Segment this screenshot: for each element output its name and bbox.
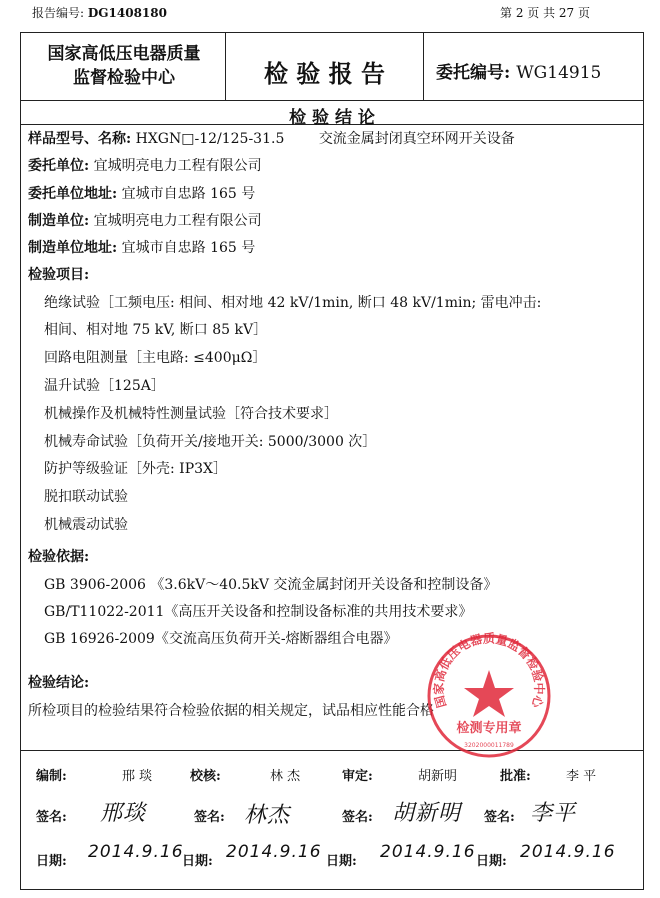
sign-label: 签名:: [484, 810, 515, 825]
maker-address-label: 制造单位地址:: [28, 240, 118, 256]
approve-label: 批准:: [500, 769, 531, 784]
conclusion-text: 所检项目的检验结果符合检验依据的相关规定，试品相应性能合格: [28, 703, 434, 719]
report-number-value: DG1408180: [87, 6, 167, 20]
items-title: 检验项目:: [28, 267, 90, 283]
maker-address-row: [28, 237, 255, 257]
date-label: 日期:: [326, 854, 357, 869]
sign-label: 签名:: [36, 810, 67, 825]
svg-text:3202000011789: 3202000011789: [464, 742, 514, 749]
maker-label: 制造单位:: [28, 213, 90, 229]
basis-standard: GB 16926-2009《交流高压负荷开关-熔断器组合电器》: [44, 631, 398, 647]
conclusion-title: 检验结论:: [28, 675, 90, 691]
client-value: 宜城明亮电力工程有限公司: [93, 158, 262, 174]
date-compiler: 2014.9.16: [88, 842, 184, 862]
sample-label: 样品型号、名称:: [28, 131, 132, 147]
org-line-2: 监督检验中心: [73, 68, 175, 88]
sign-label: 签名:: [194, 810, 225, 825]
client-address-label: 委托单位地址:: [28, 186, 118, 202]
approver-name: 李 平: [566, 769, 597, 784]
maker-address-value: 宜城市自忠路 165 号: [121, 240, 256, 256]
test-item: 温升试验［125A］: [44, 378, 165, 394]
report-number: [32, 4, 167, 21]
basis-standard: GB 3906-2006 《3.6kV～40.5kV 交流金属封闭开关设备和控制设备》: [44, 577, 498, 593]
check-label: 校核:: [190, 769, 221, 784]
client-address-value: 宜城市自忠路 165 号: [121, 186, 256, 202]
org-name: [24, 42, 224, 90]
official-seal: [425, 632, 553, 760]
test-item: 机械寿命试验［负荷开关/接地开关: 5000/3000 次］: [44, 434, 377, 450]
date-checker: 2014.9.16: [226, 842, 322, 862]
maker-row: [28, 210, 262, 230]
test-item: 绝缘试验［工频电压: 相间、相对地 42 kV/1min, 断口 48 kV/1min; 雷电冲击:: [44, 295, 542, 311]
sign-label: 签名:: [342, 810, 373, 825]
signature-reviewer: 胡新明: [392, 801, 462, 826]
checker-name: 林 杰: [270, 769, 301, 784]
header-col-2: [423, 32, 424, 100]
reviewer-name: 胡新明: [418, 769, 458, 784]
basis-standard: GB/T11022-2011《高压开关设备和控制设备标准的共用技术要求》: [44, 604, 473, 620]
maker-value: 宜城明亮电力工程有限公司: [93, 213, 262, 229]
test-item: 机械操作及机械特性测量试验［符合技术要求］: [44, 406, 338, 422]
signature-compiler: 邢琰: [100, 801, 147, 826]
sample-model: HXGN□-12/125-31.5: [135, 131, 285, 147]
svg-text:检测专用章: 检测专用章: [456, 721, 522, 736]
test-item: 脱扣联动试验: [44, 489, 128, 505]
test-item: 相间、相对地 75 kV, 断口 85 kV］: [44, 322, 268, 338]
date-label: 日期:: [182, 854, 213, 869]
signature-approver: 李平: [530, 801, 577, 826]
date-label: 日期:: [476, 854, 507, 869]
sample-name: 交流金属封闭真空环网开关设备: [318, 131, 515, 147]
sample-row: [28, 128, 515, 148]
org-line-1: 国家高低压电器质量: [47, 44, 201, 64]
doc-title: 检 验 报 告: [263, 59, 386, 88]
basis-title: 检验依据:: [28, 549, 90, 565]
test-item: 防护等级验证［外壳: IP3X］: [44, 461, 227, 477]
commission-value: WG14915: [516, 63, 602, 83]
client-address-row: [28, 183, 255, 203]
commission-number: [436, 58, 601, 83]
date-approver: 2014.9.16: [520, 842, 616, 862]
page-info: 第 2 页 共 27 页: [500, 6, 590, 20]
commission-label: 委托编号:: [436, 63, 511, 83]
compile-label: 编制:: [36, 769, 67, 784]
client-label: 委托单位:: [28, 158, 90, 174]
test-item: 回路电阻测量［主电路: ≤400μΩ］: [44, 350, 267, 366]
star-icon: [464, 670, 514, 717]
client-row: [28, 155, 262, 175]
test-item: 机械震动试验: [44, 517, 128, 533]
date-label: 日期:: [36, 854, 67, 869]
date-reviewer: 2014.9.16: [380, 842, 476, 862]
svg-text:国家高低压电器质量监督检验中心: 国家高低压电器质量监督检验中心: [431, 632, 547, 710]
review-label: 审定:: [342, 769, 373, 784]
compiler-name: 邢 琰: [122, 769, 153, 784]
header-divider: [20, 100, 644, 101]
signature-checker: 林杰: [244, 803, 291, 828]
section-title: 检 验 结 论: [289, 108, 375, 128]
report-number-label: 报告编号:: [32, 6, 85, 20]
